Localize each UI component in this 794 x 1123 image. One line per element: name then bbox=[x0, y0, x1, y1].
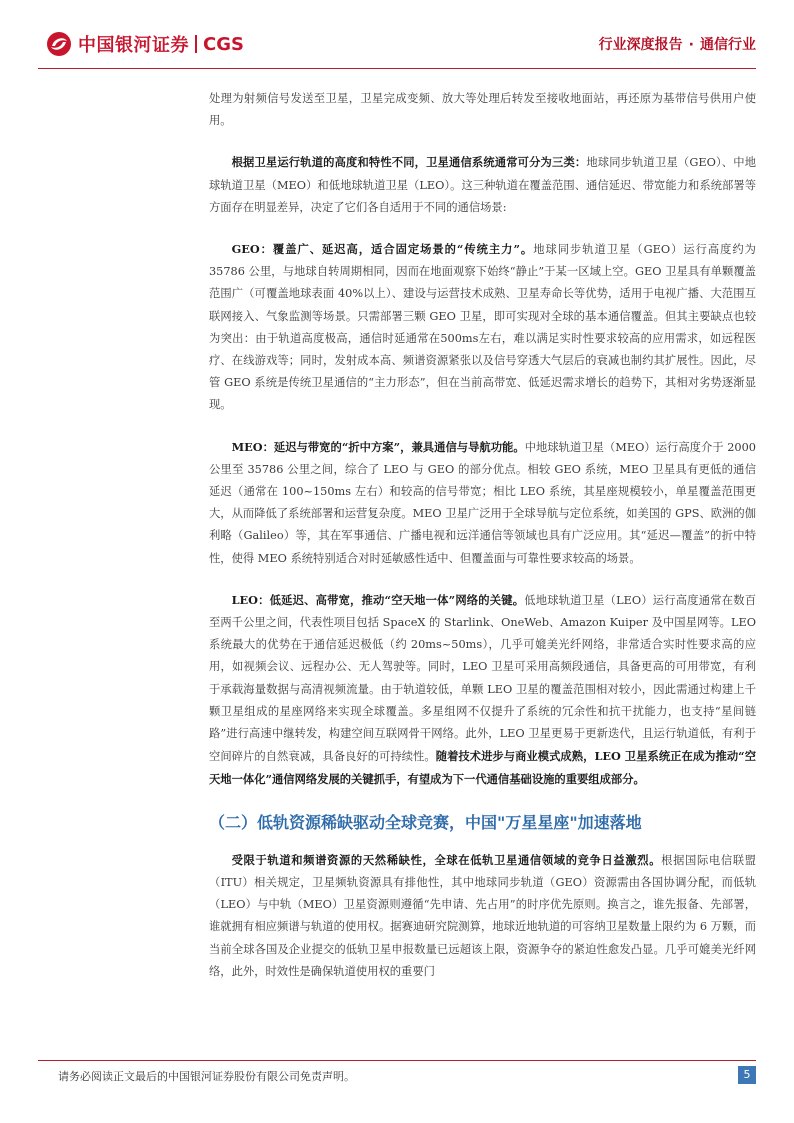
company-logo bbox=[46, 30, 244, 58]
page-number: 5 bbox=[738, 1066, 756, 1084]
disclaimer-note: 请务必阅读正文最后的中国银河证券股份有限公司免责声明。 bbox=[58, 1070, 355, 1083]
paragraph-leo bbox=[209, 589, 756, 792]
section-heading: （二）低轨资源稀缺驱动全球竞赛，中国"万星星座"加速落地 bbox=[209, 812, 642, 832]
logo-divider bbox=[195, 35, 197, 53]
page-header bbox=[0, 0, 794, 70]
lead-sentence: GEO：覆盖广、延迟高，适合固定场景的“传统主力”。 bbox=[231, 242, 534, 257]
footer-divider bbox=[38, 1060, 756, 1061]
paragraph-geo bbox=[209, 238, 756, 417]
paragraph-meo bbox=[209, 436, 756, 570]
lead-sentence: 根据卫星运行轨道的高度和特性不同，卫星通信系统通常可分为三类： bbox=[231, 155, 587, 170]
paragraph-orbit-classes bbox=[209, 151, 756, 219]
paragraph-text: 低地球轨道卫星（LEO）运行高度通常在数百至两千公里之间，代表性项目包括 SpaceX 的 Starlink、OneWeb、Amazon Kuiper 及中国星网等。LEO 系统最大的优势在于通信延迟极低（约 20ms~50ms），几乎可媲美光纤网络，非常适合实时性要求高的应用，如视频会议、远程办公、无人驾驶等。同时，LEO 卫星可采用高频段通信，具备更高的可用带宽，有利于承载海量数据与高清视频流量。由于轨道较低，单颗 LEO 卫星的覆盖范围相对较小，因此需通过构建上千颗卫星组成的星座网络来实现全球覆盖。多星组网不仅提升了系统的冗余性和抗干扰能力，也支持“星间链路”进行高速中继转发，构建空间互联网骨干网络。此外，LEO 卫星更易于更新迭代，且运行轨道低，有利于空间碎片的自然衰减，具备良好的可持续性。 bbox=[209, 593, 756, 764]
paragraph-resource-competition bbox=[209, 849, 756, 983]
logo-english-name: CGS bbox=[203, 33, 244, 55]
paragraph-text: 地球同步轨道卫星（GEO）运行高度约为 35786 公里，与地球自转周期相同，因而在地面观察下始终“静止”于某一区域上空。GEO 卫星具有单颗覆盖范围广（可覆盖地球表面 40%以上）、建设与运营技术成熟、卫星寿命长等优势，适用于电视广播、大范围互联网接入、气象监测等场景。只需部署三颗 GEO 卫星，即可实现对全球的基本通信覆盖。但其主要缺点也较为突出：由于轨道高度极高，通信时延通常在500ms左右，难以满足实时性要求较高的应用需求，如远程医疗、在线游戏等；同时，发射成本高、频谱资源紧张以及信号穿透大气层后的衰减也制约其扩展性。因此，尽管 GEO 系统是传统卫星通信的“主力形态”，但在当前高带宽、低延迟需求增长的趋势下，其相对劣势逐渐显现。 bbox=[209, 243, 756, 412]
paragraph-text: 地球同步轨道卫星（GEO）、中地球轨道卫星（MEO）和低地球轨道卫星（LEO）。这三种轨道在覆盖范围、通信延迟、带宽能力和系统部署等方面存在明显差异，决定了它们各自适用于不同的通信场景: bbox=[209, 156, 756, 214]
header-separator: · bbox=[688, 37, 694, 53]
header-divider bbox=[38, 68, 756, 69]
galaxy-swirl-logo-icon bbox=[46, 31, 72, 57]
conclusion-sentence: 随着技术进步与商业模式成熟，LEO 卫星系统正在成为推动“空天地一体化”通信网络发展的关键抓手，有望成为下一代通信基础设施的重要组成部分。 bbox=[209, 749, 756, 787]
industry-name: 通信行业 bbox=[700, 37, 756, 53]
lead-sentence: LEO：低延迟、高带宽，推动“空天地一体”网络的关键。 bbox=[231, 592, 525, 607]
lead-sentence: MEO：延迟与带宽的“折中方案”，兼具通信与导航功能。 bbox=[231, 439, 525, 454]
paragraph-text: 中地球轨道卫星（MEO）运行高度介于 2000 公里至 35786 公里之间，综合了 LEO 与 GEO 的部分优点。相较 GEO 系统，MEO 卫星具有更低的通信延迟（通常在 100~150ms 左右）和较高的信号带宽；相比 LEO 系统，其星座规模较小，单星覆盖范围更大，从而降低了系统部署和运营复杂度。MEO 卫星广泛用于全球导航与定位系统，如美国的 GPS、欧洲的伽利略（Galileo）等，其在军事通信、广播电视和远洋通信等领域也具有广泛应用。其“延迟—覆盖”的折中特性，使得 MEO 系统特别适合对时延敏感性适中、但覆盖面与可靠性要求较高的场景。 bbox=[209, 440, 756, 565]
paragraph-intro: 处理为射频信号发送至卫星，卫星完成变频、放大等处理后转发至接收地面站，再还原为基带信号供用户使用。 bbox=[209, 92, 756, 128]
logo-chinese-name: 中国银河证券 bbox=[78, 35, 189, 56]
paragraph-text: 根据国际电信联盟（ITU）相关规定，卫星频轨资源具有排他性，其中地球同步轨道（GEO）资源需由各国协调分配，而低轨（LEO）与中轨（MEO）卫星资源则遵循“先申请、先占用”的时序优先原则。换言之，谁先报备、先部署，谁就拥有相应频谱与轨道的使用权。据赛迪研究院测算，地球近地轨道的可容纳卫星数量上限约为 6 万颗，而当前全球各国及企业提交的低轨卫星申报数量已远超该上限，资源争夺的紧迫性愈发凸显。几乎可媲美光纤网络，此外，时效性是确保轨道使用权的重要门 bbox=[209, 853, 756, 978]
report-body bbox=[209, 88, 756, 1002]
lead-sentence: 受限于轨道和频谱资源的天然稀缺性，全球在低轨卫星通信领域的竞争日益激烈。 bbox=[231, 852, 662, 867]
report-category bbox=[599, 34, 756, 54]
report-type: 行业深度报告 bbox=[598, 37, 683, 53]
